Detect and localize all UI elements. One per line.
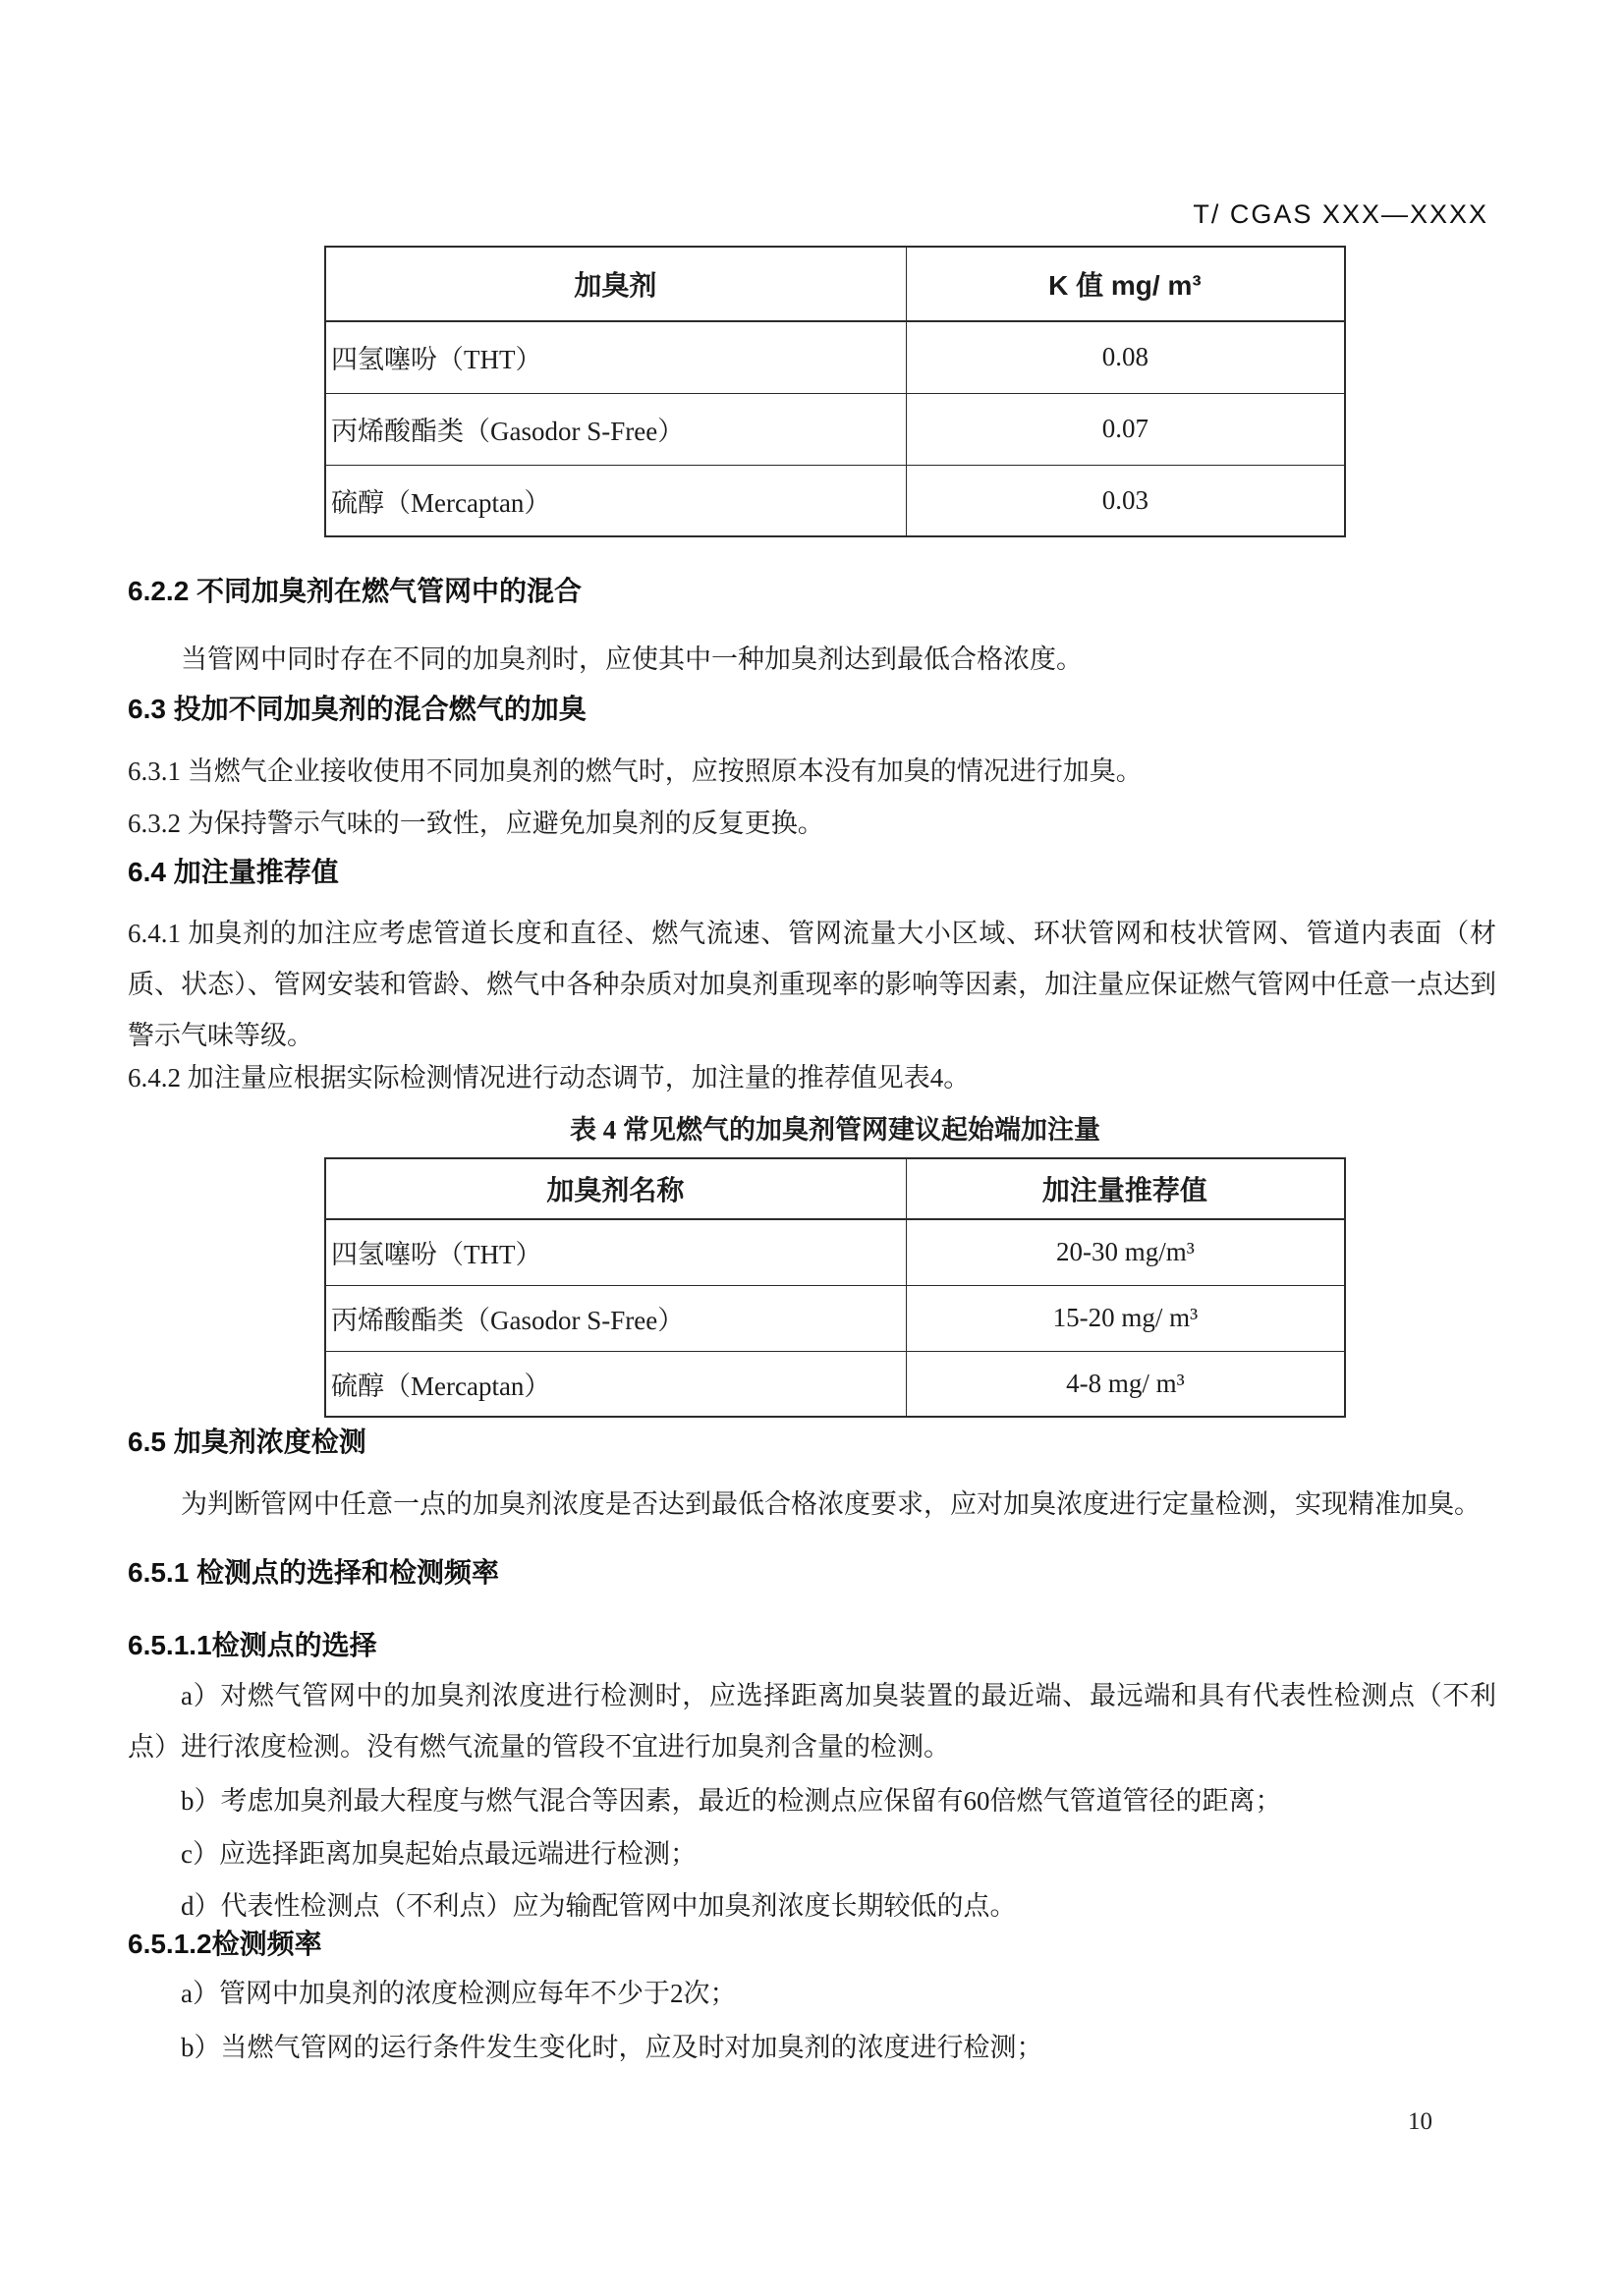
table-row [325,465,1345,536]
dosage-table-col-name: 加臭剂名称 [325,1158,906,1219]
paragraph-6-3-2: 6.3.2 为保持警示气味的一致性，应避免加臭剂的反复更换。 [128,809,824,838]
page-number: 10 [1408,2108,1432,2135]
list-item-a: a）管网中加臭剂的浓度检测应每年不少于2次； [181,1979,737,2008]
table-row [325,1351,1345,1417]
dosage-table-header-row [325,1158,1345,1219]
table-row [325,1219,1345,1285]
table4-caption: 表 4 常见燃气的加臭剂管网建议起始端加注量 [570,1115,1100,1145]
k-value-cell: 0.03 [906,465,1345,536]
dosage-table-col-value: 加注量推荐值 [906,1158,1345,1219]
k-value-cell: 0.08 [906,321,1345,393]
paragraph-6-4-2: 6.4.2 加注量应根据实际检测情况进行动态调节，加注量的推荐值见表4。 [128,1063,971,1092]
list-item-c: c）应选择距离加臭起始点最远端进行检测； [181,1839,697,1869]
section-heading-6-2-2: 6.2.2 不同加臭剂在燃气管网中的混合 [128,576,583,606]
paragraph-6-5: 为判断管网中任意一点的加臭剂浓度是否达到最低合格浓度要求，应对加臭浓度进行定量检测，实现精准加臭。 [181,1489,1481,1519]
table-row [325,321,1345,393]
section-heading-6-5-1-1: 6.5.1.1检测点的选择 [128,1630,377,1660]
odorant-name-cell: 四氢噻吩（THT） [325,321,906,393]
dosage-recommendation-table [324,1157,1346,1418]
list-item-b: b）考虑加臭剂最大程度与燃气混合等因素，最近的检测点应保留有60倍燃气管道管径的距离； [181,1786,1282,1816]
section-heading-6-3: 6.3 投加不同加臭剂的混合燃气的加臭 [128,694,587,724]
list-item-d: d）代表性检测点（不利点）应为输配管网中加臭剂浓度长期较低的点。 [181,1891,1017,1921]
paragraph-6-4-1: 6.4.1 加臭剂的加注应考虑管道长度和直径、燃气流速、管网流量大小区域、环状管网和枝状管网、管道内表面（材质、状态）、管网安装和管龄、燃气中各种杂质对加臭剂重现率的影响等因素，加注量应保证燃气管网中任意一点达到警示气味等级。 [128,919,1496,1050]
paragraph-6-3-1: 6.3.1 当燃气企业接收使用不同加臭剂的燃气时，应按照原本没有加臭的情况进行加臭。 [128,756,1143,786]
k-table-col-odorant: 加臭剂 [325,247,906,321]
k-value-cell: 0.07 [906,393,1345,465]
dosage-value-cell: 20-30 mg/m³ [906,1219,1345,1285]
section-heading-6-5: 6.5 加臭剂浓度检测 [128,1427,366,1457]
dosage-value-cell: 4-8 mg/ m³ [906,1351,1345,1417]
odorant-name-cell: 硫醇（Mercaptan） [325,465,906,536]
page-content [128,0,1496,2064]
odorant-name-cell: 丙烯酸酯类（Gasodor S-Free） [325,1285,906,1351]
odorant-name-cell: 四氢噻吩（THT） [325,1219,906,1285]
dosage-value-cell: 15-20 mg/ m³ [906,1285,1345,1351]
table-row [325,393,1345,465]
k-value-table [324,246,1346,537]
k-value-table-header-row [325,247,1345,321]
list-item-a: a）对燃气管网中的加臭剂浓度进行检测时，应选择距离加臭装置的最近端、最远端和具有代表性检测点（不利点）进行浓度检测。没有燃气流量的管段不宜进行加臭剂含量的检测。 [128,1681,1496,1762]
section-heading-6-5-1: 6.5.1 检测点的选择和检测频率 [128,1557,500,1588]
section-heading-6-4: 6.4 加注量推荐值 [128,857,339,887]
standard-code-header: T/ CGAS XXX—XXXX [1193,199,1488,229]
table-row [325,1285,1345,1351]
list-item-b: b）当燃气管网的运行条件发生变化时，应及时对加臭剂的浓度进行检测； [181,2033,1043,2062]
odorant-name-cell: 硫醇（Mercaptan） [325,1351,906,1417]
k-table-col-kvalue: K 值 mg/ m³ [906,247,1345,321]
section-heading-6-5-1-2: 6.5.1.2检测频率 [128,1929,322,1959]
paragraph-6-2-2: 当管网中同时存在不同的加臭剂时，应使其中一种加臭剂达到最低合格浓度。 [181,644,1083,674]
odorant-name-cell: 丙烯酸酯类（Gasodor S-Free） [325,393,906,465]
